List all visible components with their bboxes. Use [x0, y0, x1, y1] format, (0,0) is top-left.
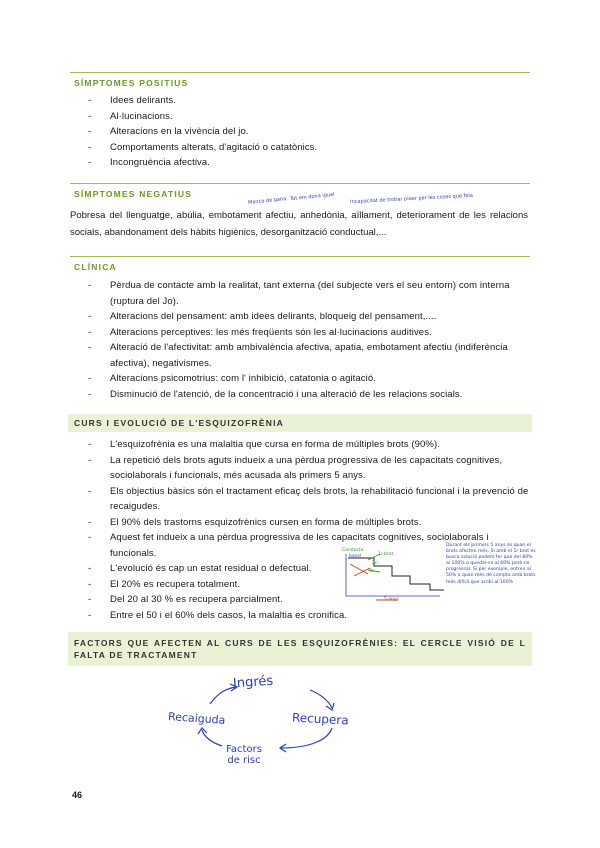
list-item: - Alteracions psicomotrius: com l' inhibició, catatonia o agitació. — [70, 371, 530, 387]
section-divider — [70, 72, 530, 73]
section-divider — [70, 256, 530, 257]
list-item: - Entre el 50 i el 60% dels casos, la malaltia es cronifica. — [70, 608, 530, 624]
list-item: - Aquest fet indueix a una pèrdua progressiva de les capacitats cognitives, sociolaborals i funcionals. — [70, 530, 530, 561]
cycle-node-factors: Factors de risc — [226, 744, 262, 766]
cycle-node-recaiguda: Recaiguda — [167, 710, 226, 727]
graph-label: Conducta — [342, 548, 364, 553]
negatius-text: Pobresa del llenguatge, abúlia, embotament afectiu, anhedònia, aïllament, deteriorament de les relacions socials, abandonament dels hàbits higiènics, desorganització conductual,... — [70, 210, 528, 238]
list-item: - Del 20 al 30 % es recupera parcialment. — [70, 592, 360, 608]
list-item: - L'esquizofrènia es una malaltia que cursa en forma de múltiples brots (90%). — [70, 437, 530, 453]
list-item: - Alteracions en la vivència del jo. — [70, 124, 530, 140]
section-divider — [70, 183, 530, 184]
list-item: - Comportaments alterats, d'agitació o catatònics. — [70, 140, 530, 156]
section-title-positius: SÍMPTOMES POSITIUS — [74, 78, 189, 88]
cycle-node-ingres: Ingrés — [232, 673, 274, 692]
graph-label: basal — [349, 554, 361, 559]
handwritten-note: Tot em dona igual — [289, 191, 335, 203]
handwritten-note: Incapacitat de trobar plaer per les coses que feia — [349, 192, 474, 206]
list-item: - Alteració de l'afectivitat: amb ambivalència afectiva, apatia, embotament afectiu (indiferència afectiva), negativismes. — [70, 340, 530, 371]
section-title-negatius: SÍMPTOMES NEGATIUS — [74, 189, 193, 199]
handwritten-side-note: Durant els primers 5 anys és quan el brots afecten més. Si amb el 1r brot es busca solució podem fer que del 80% al 100% o quedar-se al 60% però no progressar. Si per exemple, entren al 50% o quan més de compta amb brots més difícil que arribi al 100% — [446, 543, 536, 585]
list-item: - El 90% dels trastorns esquizofrènics cursen en forma de múltiples brots. — [70, 515, 530, 531]
section-title-clinica: CLÍNICA — [74, 262, 117, 272]
list-item: - Idees delirants. — [70, 93, 530, 109]
section-title-curs: CURS I EVOLUCIÓ DE L'ESQUIZOFRÈNIA — [68, 414, 532, 432]
clinica-list — [70, 278, 530, 402]
section-title-factors: FACTORS QUE AFECTEN AL CURS DE LES ESQUIZOFRÈNIES: EL CERCLE VISIÓ DE L FALTA DE TRACTAMENT — [68, 632, 532, 666]
graph-label: 5 anys — [384, 597, 399, 602]
list-item: - Incongruència afectiva. — [70, 155, 530, 171]
list-item: - L'evolució és cap un estat residual o defectual. — [70, 561, 360, 577]
list-item: - Els objectius bàsics són el tractament eficaç dels brots, la rehabilitació funcional i la prevenció de recaigudes. — [70, 484, 530, 515]
list-item: - Alteracions del pensament: amb idees delirants, bloqueig del pensament,.... — [70, 309, 530, 325]
list-item: - Pèrdua de contacte amb la realitat, tant externa (del subjecte vers el seu entorn) com interna (ruptura del Jo). — [70, 278, 530, 309]
graph-label: 1r brot — [378, 552, 394, 557]
cycle-node-recupera: Recupera — [291, 710, 349, 728]
list-item: - Alteracions perceptives: les més freqüents són les al·lucinacions auditives. — [70, 325, 530, 341]
graph-label: 3r — [369, 569, 374, 574]
curs-list — [70, 437, 530, 623]
list-item: - El 20% es recupera totalment. — [70, 577, 360, 593]
list-item: - Al·lucinacions. — [70, 109, 530, 125]
list-item: - Disminució de l'atenció, de la concentració i una alteració de les relacions socials. — [70, 387, 530, 403]
handwritten-note: Manca de gana — [247, 196, 287, 206]
graph-label: 2n — [372, 561, 378, 566]
positius-list — [70, 93, 530, 171]
page-number: 46 — [72, 790, 83, 800]
list-item: - La repetició dels brots aguts indueix a una pèrdua progressiva de les capacitats cognitives, sociolaborals i funcionals, més acusada als primers 5 anys. — [70, 453, 530, 484]
